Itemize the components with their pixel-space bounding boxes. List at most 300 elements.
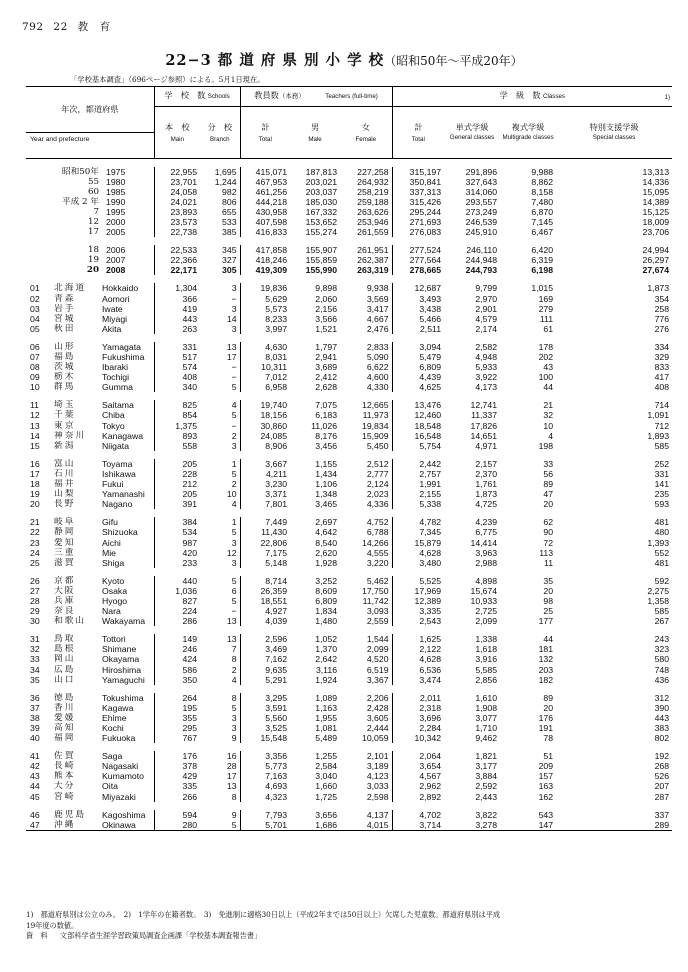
- value-cell: 3,884: [475, 771, 498, 782]
- pref-name-en: Tokushima: [102, 692, 144, 703]
- value-cell: 155,907: [305, 245, 338, 256]
- teachers-group-jp: 教員数: [254, 90, 279, 101]
- value-cell: 4: [231, 400, 237, 411]
- multi-header-en-text: Multigrade classes: [502, 133, 554, 141]
- value-cell: 203: [538, 664, 554, 675]
- pref-name-en: Chiba: [102, 410, 125, 421]
- value-cell: 3,654: [392, 761, 444, 771]
- gap-cell: [26, 626, 672, 634]
- pref-name-en: Yamaguchi: [102, 674, 145, 685]
- value-cell: 419,309: [240, 265, 290, 275]
- male-header-jp: [290, 107, 340, 133]
- value-cell: 3: [231, 303, 237, 314]
- pref-name-jp: 鹿児島: [54, 809, 87, 820]
- pref-code: 12: [30, 410, 40, 421]
- group-separator: [26, 568, 672, 576]
- value-cell: 23,706: [642, 227, 670, 238]
- value-cell: 11,337: [471, 410, 498, 421]
- value-cell: 246: [154, 644, 200, 654]
- value-cell: 350,841: [392, 177, 444, 187]
- pref-name-jp: 埼玉: [54, 400, 76, 411]
- value-cell: 354: [654, 293, 670, 304]
- value-cell: 15,095: [642, 186, 670, 197]
- value-cell: 2,064: [392, 751, 444, 761]
- value-cell: 15,674: [470, 585, 498, 596]
- pref-name-jp: 福井: [54, 479, 76, 490]
- value-cell: 1,255: [315, 751, 338, 762]
- prefecture-row: [26, 382, 672, 392]
- value-cell: 345: [222, 245, 237, 256]
- prefecture-row: [26, 634, 672, 644]
- group-separator: [26, 626, 672, 634]
- value-cell: 10,933: [470, 595, 498, 606]
- footnote-line-2: 19年度の数値。: [26, 920, 79, 930]
- value-cell: 202: [538, 352, 554, 362]
- value-cell: 11,430: [240, 527, 290, 537]
- value-cell: 244,948: [465, 255, 498, 266]
- value-cell: 1,834: [315, 606, 338, 617]
- value-cell: 3,591: [240, 703, 290, 713]
- year-row: [26, 245, 672, 255]
- value-cell: 9: [231, 733, 237, 744]
- value-cell: 2,628: [315, 382, 338, 393]
- value-cell: 2,988: [475, 557, 498, 568]
- year-row: [26, 167, 672, 177]
- value-cell: 517: [154, 352, 200, 362]
- gap-cell: [26, 334, 672, 342]
- value-cell: 5,489: [315, 733, 338, 744]
- value-cell: 2,156: [315, 303, 338, 314]
- value-cell: 3,456: [315, 440, 338, 451]
- era-cell: 12: [87, 216, 99, 227]
- value-cell: 3,335: [392, 606, 444, 616]
- value-cell: 2,592: [475, 781, 498, 792]
- value-cell: 543: [538, 809, 554, 820]
- value-cell: 7,793: [240, 810, 290, 820]
- value-cell: 337: [654, 809, 670, 820]
- pref-name-jp: 神奈川: [54, 430, 87, 441]
- prefecture-row: [26, 675, 672, 685]
- value-cell: 8,540: [315, 537, 338, 548]
- group-separator: [26, 802, 672, 810]
- value-cell: 391: [154, 499, 200, 509]
- value-cell: 3,480: [392, 558, 444, 568]
- table-note: 「学校基本調査」（696ページ参照）による。5月1日現在。: [70, 75, 265, 84]
- value-cell: 113: [539, 547, 554, 558]
- value-cell: 10: [543, 420, 554, 431]
- value-cell: 203,021: [305, 176, 338, 187]
- pref-name-en: Aomori: [102, 293, 130, 304]
- value-cell: 350: [154, 675, 200, 685]
- c-total-header-en-text: Total: [411, 135, 425, 143]
- value-cell: 44: [543, 634, 554, 645]
- value-cell: 291,896: [465, 166, 498, 177]
- year-cell: 2000: [106, 216, 126, 227]
- pref-name-jp: 東京: [54, 420, 76, 431]
- era-cell: 17: [87, 227, 99, 238]
- pref-name-en: Kyoto: [102, 575, 125, 586]
- title-sub: （昭和50年〜平成20年）: [384, 54, 523, 68]
- c-total-header-jp: [392, 107, 444, 133]
- pref-code: 39: [30, 723, 40, 733]
- value-cell: 6: [231, 585, 237, 596]
- value-cell: 4,439: [392, 372, 444, 382]
- value-cell: 155,859: [305, 255, 338, 266]
- value-cell: 443: [654, 712, 670, 723]
- value-cell: 2,856: [475, 674, 498, 685]
- value-cell: 3,093: [366, 606, 389, 617]
- value-cell: 289: [556, 820, 672, 831]
- value-cell: 61: [543, 323, 554, 334]
- value-cell: 266: [154, 792, 200, 802]
- value-cell: 1,358: [647, 595, 670, 606]
- value-cell: 205: [154, 489, 200, 499]
- value-cell: 277,564: [392, 255, 444, 265]
- pref-code: 07: [30, 352, 40, 362]
- year-row: [26, 177, 672, 187]
- value-cell: 2,011: [392, 693, 444, 703]
- value-cell: 2,559: [366, 616, 389, 627]
- value-cell: 1,893: [647, 430, 670, 441]
- value-cell: 4,667: [366, 313, 389, 324]
- gap-cell: [26, 451, 672, 459]
- value-cell: 329: [654, 352, 670, 362]
- prefecture-row: [26, 606, 672, 616]
- value-cell: 23,573: [154, 217, 200, 227]
- value-cell: 2: [231, 479, 237, 490]
- value-cell: 163: [538, 781, 554, 792]
- value-cell: 378: [154, 761, 200, 771]
- value-cell: 2,901: [475, 303, 498, 314]
- value-cell: 323: [654, 644, 670, 655]
- value-cell: 12,389: [392, 596, 444, 606]
- female-header-en: [340, 133, 392, 159]
- value-cell: 655: [222, 206, 237, 217]
- footnote-line-1: 1) 都道府県別は公立のみ。 2) 1学年の在籍者数。 3) 免進制に適格30日以上（平成2年までは50日以上）欠席した児童数。都道府県別は平成: [26, 910, 501, 919]
- pref-code: 37: [30, 702, 40, 713]
- value-cell: 100: [538, 372, 554, 383]
- table-body: [26, 159, 672, 831]
- value-cell: 315,197: [392, 167, 444, 177]
- prefecture-row: [26, 342, 672, 352]
- value-cell: 5,479: [392, 352, 444, 362]
- value-cell: 2,642: [315, 654, 338, 665]
- value-cell: 893: [154, 431, 200, 441]
- value-cell: 295,244: [392, 207, 444, 217]
- group-separator: [26, 334, 672, 342]
- pref-code: 18: [30, 479, 40, 490]
- prefecture-row: [26, 548, 672, 558]
- value-cell: 4,323: [240, 792, 290, 802]
- pref-code: 10: [30, 382, 40, 393]
- value-cell: 6,809: [315, 595, 338, 606]
- value-cell: 526: [654, 771, 670, 782]
- value-cell: 385: [222, 227, 237, 238]
- value-cell: 22,366: [154, 255, 200, 265]
- era-cell: 平成 2 年: [61, 196, 99, 207]
- value-cell: 1,370: [315, 644, 338, 655]
- branch-header-jp-text: 分 校: [207, 122, 233, 133]
- value-cell: 2,155: [392, 489, 444, 499]
- value-cell: 19,834: [361, 420, 389, 431]
- value-cell: 286: [154, 616, 200, 626]
- value-cell: 268: [654, 761, 670, 772]
- pref-name-jp: 新潟: [54, 440, 76, 451]
- value-cell: 1,761: [475, 479, 498, 490]
- value-cell: 11,026: [311, 420, 338, 431]
- value-cell: 182: [538, 674, 554, 685]
- value-cell: 13: [226, 616, 237, 627]
- pref-code: 29: [30, 606, 40, 617]
- value-cell: 420: [154, 548, 200, 558]
- value-cell: 2,584: [315, 761, 338, 772]
- value-cell: 3,997: [240, 324, 290, 334]
- value-cell: 271,693: [392, 217, 444, 227]
- value-cell: 191: [538, 723, 554, 733]
- gap-cell: [26, 392, 672, 400]
- prefecture-row: [26, 459, 672, 469]
- t-total-header-en-text: Total: [258, 135, 272, 143]
- value-cell: 3,220: [366, 557, 389, 568]
- value-cell: 5: [231, 595, 237, 606]
- value-cell: 334: [654, 341, 670, 352]
- pref-name-en: Tokyo: [102, 420, 125, 431]
- year-cell: 2007: [106, 255, 126, 266]
- value-cell: 5,462: [366, 575, 389, 586]
- value-cell: 11,973: [362, 410, 389, 421]
- value-cell: 1,797: [315, 341, 338, 352]
- value-cell: 1,480: [315, 616, 338, 627]
- value-cell: 2: [231, 664, 237, 675]
- value-cell: 8,714: [240, 576, 290, 586]
- value-cell: 1,393: [647, 537, 670, 548]
- gap-cell: [26, 685, 672, 693]
- pref-code: 08: [30, 362, 40, 373]
- pref-name-jp: 宮崎: [54, 791, 76, 802]
- gap-cell: [26, 568, 672, 576]
- pref-name-en: Tottori: [102, 634, 126, 645]
- value-cell: 3,094: [392, 342, 444, 352]
- value-cell: 2: [231, 430, 237, 441]
- value-cell: 5: [231, 527, 237, 538]
- value-cell: 5: [200, 820, 240, 831]
- value-cell: −: [231, 420, 237, 431]
- value-cell: 552: [654, 547, 670, 558]
- value-cell: 4,625: [392, 382, 444, 392]
- title-main: 22−3 都 道 府 県 別 小 学 校: [165, 52, 385, 69]
- value-cell: 12,665: [361, 400, 389, 411]
- value-cell: 5: [231, 468, 237, 479]
- value-cell: 276: [654, 323, 670, 334]
- value-cell: 26,297: [642, 255, 670, 266]
- pref-code: 28: [30, 595, 40, 606]
- pref-name-jp: 徳島: [54, 692, 76, 703]
- pref-name-jp: 岐阜: [54, 517, 76, 528]
- value-cell: 4,971: [475, 440, 498, 451]
- pref-name-en: Kagawa: [102, 702, 134, 713]
- pref-name-jp: 熊本: [54, 771, 76, 782]
- value-cell: 3,371: [240, 489, 290, 499]
- value-cell: 3,189: [366, 761, 389, 772]
- value-cell: 712: [654, 420, 670, 431]
- value-cell: 408: [654, 382, 670, 393]
- value-cell: 2,543: [392, 616, 444, 626]
- value-cell: −: [231, 362, 237, 373]
- pref-code: 43: [30, 771, 40, 782]
- value-cell: 20: [543, 499, 554, 510]
- value-cell: 203,037: [305, 186, 338, 197]
- pref-name-en: Hyogo: [102, 595, 128, 606]
- pref-name-jp: 山梨: [54, 489, 76, 500]
- pref-name-en: Osaka: [102, 585, 128, 596]
- year-row: [26, 255, 672, 265]
- pref-name-en: Iwate: [102, 303, 123, 314]
- value-cell: 3,230: [240, 479, 290, 489]
- pref-name-jp: 山口: [54, 674, 76, 685]
- prefecture-row: [26, 723, 672, 733]
- value-cell: 4,628: [392, 548, 444, 558]
- value-cell: −: [231, 606, 237, 617]
- value-cell: 20: [543, 702, 554, 713]
- special-header-jp: [556, 107, 672, 133]
- value-cell: 1,081: [315, 723, 338, 733]
- value-cell: 245,910: [465, 227, 498, 238]
- value-cell: 6,198: [531, 265, 554, 276]
- value-cell: 340: [154, 382, 200, 392]
- value-cell: 1,610: [475, 692, 498, 703]
- value-cell: 1,244: [214, 176, 237, 187]
- prefecture-row: [26, 538, 672, 548]
- value-cell: 366: [154, 294, 200, 304]
- value-cell: 149: [154, 634, 200, 644]
- pref-name-jp: 奈良: [54, 606, 76, 617]
- c-total-header-jp-text: 計: [414, 122, 423, 133]
- value-cell: 10,342: [392, 733, 444, 743]
- value-cell: 5: [231, 410, 237, 421]
- era-cell: 昭和50年: [61, 166, 99, 177]
- value-cell: 3,177: [475, 761, 498, 772]
- value-cell: 4,948: [475, 352, 498, 362]
- pref-code: 46: [30, 809, 40, 820]
- value-cell: 2,101: [366, 751, 389, 762]
- value-cell: 415,071: [240, 167, 290, 177]
- main-header-jp-text: 本 校: [164, 122, 190, 133]
- page-header: [22, 19, 117, 34]
- gap-cell: [26, 743, 672, 751]
- pref-name-jp: 秋田: [54, 323, 76, 334]
- value-cell: 5: [231, 382, 237, 393]
- value-cell: 5,560: [240, 713, 290, 723]
- value-cell: 7,480: [531, 196, 554, 207]
- pref-code: 44: [30, 781, 40, 792]
- value-cell: 4: [548, 430, 554, 441]
- pref-name-jp: 群馬: [54, 382, 76, 393]
- value-cell: 594: [154, 810, 200, 820]
- value-cell: 12: [226, 547, 237, 558]
- prefecture-row: [26, 469, 672, 479]
- pref-name-jp: 宮城: [54, 313, 76, 324]
- value-cell: 3,922: [475, 372, 498, 383]
- value-cell: 767: [154, 733, 200, 743]
- value-cell: 253,946: [357, 216, 389, 227]
- value-cell: 181: [538, 644, 554, 655]
- pref-code: 19: [30, 489, 40, 500]
- pref-name-en: Mie: [102, 547, 116, 558]
- pref-code: 09: [30, 372, 40, 383]
- value-cell: 558: [154, 441, 200, 451]
- pref-code: 21: [30, 517, 40, 528]
- value-cell: 467,953: [240, 177, 290, 187]
- value-cell: 35: [543, 575, 554, 586]
- pref-code: 20: [30, 499, 40, 510]
- prefecture-row: [26, 372, 672, 382]
- value-cell: 5,148: [240, 558, 290, 568]
- pref-name-jp: 石川: [54, 468, 76, 479]
- value-cell: 3,667: [240, 459, 290, 469]
- value-cell: 5,773: [240, 761, 290, 771]
- value-cell: 4,642: [315, 527, 338, 538]
- value-cell: 4,628: [392, 654, 444, 664]
- value-cell: 6,536: [392, 665, 444, 675]
- value-cell: 3,040: [315, 771, 338, 782]
- value-cell: 1,091: [647, 410, 670, 421]
- prefecture-row: [26, 781, 672, 791]
- value-cell: 4,782: [392, 517, 444, 527]
- value-cell: 802: [654, 733, 670, 744]
- classes-group-en: Classes: [543, 93, 566, 101]
- t-total-header-jp-text: 計: [261, 122, 270, 133]
- pref-code: 03: [30, 303, 40, 314]
- value-cell: 27,674: [642, 265, 670, 276]
- value-cell: 3,252: [315, 575, 338, 586]
- value-cell: 258: [654, 303, 670, 314]
- pref-code: 34: [30, 664, 40, 675]
- value-cell: 2,060: [315, 293, 338, 304]
- value-cell: 2,833: [366, 341, 389, 352]
- group-separator: [26, 275, 672, 283]
- value-cell: 9: [231, 809, 237, 820]
- special-header-en: [556, 133, 672, 159]
- value-cell: 337,313: [392, 187, 444, 197]
- value-cell: 982: [222, 186, 237, 197]
- value-cell: 205: [154, 459, 200, 469]
- general-header-en-text: General classes: [449, 133, 495, 141]
- value-cell: 17: [226, 771, 237, 782]
- prefecture-row: [26, 665, 672, 675]
- pref-name-en: Niigata: [102, 440, 130, 451]
- value-cell: 383: [654, 723, 670, 733]
- value-cell: 461,256: [240, 187, 290, 197]
- value-cell: 185,030: [305, 196, 338, 207]
- prefecture-row: [26, 693, 672, 703]
- value-cell: 418,246: [240, 255, 290, 265]
- pref-name-en: Nara: [102, 606, 121, 617]
- pref-code: 23: [30, 537, 40, 548]
- value-cell: 227,258: [357, 166, 389, 177]
- value-cell: 2,970: [475, 293, 498, 304]
- pref-code: 01: [30, 283, 40, 294]
- value-cell: 13: [226, 341, 237, 352]
- value-cell: 17,826: [470, 420, 498, 431]
- teachers-group-paren: （本務）: [278, 92, 305, 101]
- pref-name-jp: 山形: [54, 341, 76, 352]
- value-cell: 176: [538, 712, 554, 723]
- group-separator: [26, 451, 672, 459]
- pref-name-jp: 茨城: [54, 362, 76, 373]
- value-cell: 776: [654, 313, 670, 324]
- value-cell: 3: [231, 283, 237, 294]
- page-number: 792: [22, 21, 44, 33]
